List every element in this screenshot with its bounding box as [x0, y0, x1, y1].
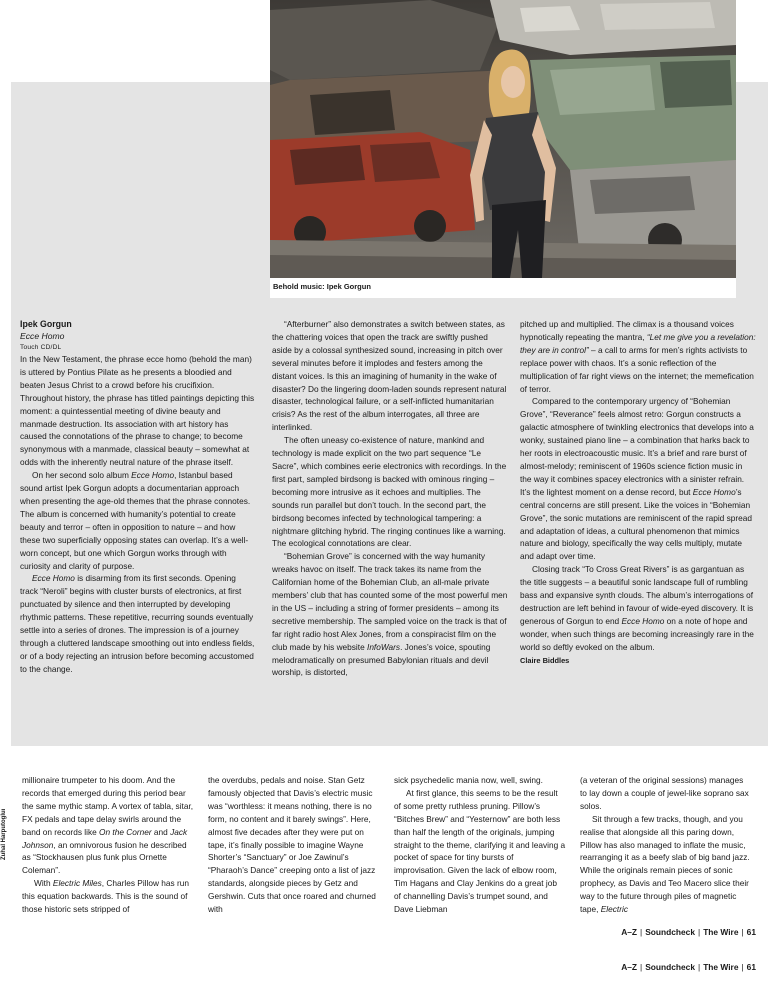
review-byline: Claire Biddles — [520, 655, 570, 665]
photo-credit: Zuhal Harputogluı — [1, 808, 7, 860]
review-column-1 — [20, 318, 256, 676]
paragraph: Compared to the contemporary urgency of “Bohemian Grove”, “Reverance” feels almost retro: Gorgun constructs a galactic atmosphere of twinkling electronics that develops into a wonky, sustained piano line – a combination that harks back to her roots in electroacoustic music. It’s a brief and rare burst of almost-melody; reminiscent of 1960s science fiction music in the way it combines spacey electronics with a sinister refrain. It’s the lightest moment on a dense record, but Ecce Homo’s central concerns are still present. Like the voices in “Bohemian Grove”, the sonic mutations are reminiscent of the rapid spread and adaptation of ideas, a cultural phenomenon that mimics nature and biology, specifically the way cells multiply, mutate and adapt over time. — [520, 396, 754, 562]
paragraph: In the New Testament, the phrase ecce homo (behold the man) is uttered by Pontius Pilate as he presents a bloodied and beaten Jesus Christ to a crowd before his crucifixion. Throughout history, the phrase has titled paintings depicting this moment: a quintessential meeting of divine beauty and manmade destruction. Its association with art history has caused the connotations of the phrase to change; to become synonymous with a manmade, classical beauty – somewhat at odds with the inherently neutral nature of the phrase itself. — [20, 354, 255, 468]
paragraph: At first glance, this seems to be the result of some pretty ruthless pruning. Pillow’s “Bitches Brew” and “Yesternow” are both less than half the length of the originals, jumping straight to the theme, clarifying it and leaving a pocket of space for tiny bursts of improvisation. Given the lack of elbow room, Tim Hagans and Clay Jenkins do a great job of channelling Davis’s trumpet sound, and Dave Liebman — [394, 787, 566, 915]
artist-photo — [270, 0, 736, 278]
paragraph: millionaire trumpeter to his doom. And the records that emerged during this period bear the same mythic stamp. A vortex of tabla, sitar, FX pedals and tape delay swirls around the band on records like On the Corner and Jack Johnson, an omnivorous fusion he described as “Stockhausen plus funk plus Ornette Coleman”. — [22, 775, 194, 876]
paragraph: The often uneasy co-existence of nature, mankind and technology is made explicit on the two part sequence “Le Sacre”, which combines eerie electronics with recordings. In the first part, sampled birdsong is backed with ominous ringing – becoming more intrusive as it echoes and multiplies. The sounds run parallel but don’t touch. In the second part, the birdsong becomes infected by technological tampering: a nightmare glitching hybrid. The ringing continues like a warning. The ecological connotations are clear. — [272, 435, 507, 549]
lower-column-3 — [394, 774, 566, 916]
paragraph: On her second solo album Ecce Homo, Istanbul based sound artist Ipek Gorgun adopts a documentarian approach when presenting the age-old themes that the phrase connotes. The album is concerned with humanity’s potential to create beauty and terror – often in opposition to nature – and how these two superficially opposing states can overlap. It’s a well-worn concept, but one which Gorgun works through with curiosity and clarity of purpose. — [20, 470, 251, 571]
folio-magazine: The Wire — [703, 962, 739, 972]
paragraph: Closing track “To Cross Great Rivers” is as gargantuan as the title suggests – a beautiful sonic landscape full of rumbling bass and expansive synth clouds. The album’s interrogations of destruction are left behind in favour of wide-eyed discovery. It is generous of Gorgun to end Ecce Homo on a note of hope and wonder, when such things are becoming increasingly rare in the world so deftly evoked on the album. — [520, 564, 754, 652]
paragraph: With Electric Miles, Charles Pillow has run this equation backwards. This is the sound of those historic sets stripped of — [22, 878, 189, 915]
folio-subsection: Soundcheck — [645, 927, 695, 937]
folio-separator: | — [640, 927, 643, 937]
paragraph: sick psychedelic mania now, well, swing. — [394, 775, 543, 785]
folio-subsection: Soundcheck — [645, 962, 695, 972]
paragraph: Sit through a few tracks, though, and you realise that alongside all this paring down, Pillow has also managed to inflate the music, rearranging it as a beefy slab of big band jazz. While the originals remain pieces of sonic prophecy, as Davis and Teo Macero slice their way to the future through piles of magnetic tape, Electric — [580, 813, 750, 915]
lower-column-4 — [580, 774, 752, 916]
lower-column-2 — [208, 774, 380, 916]
folio-separator: | — [698, 962, 701, 972]
folio-separator: | — [741, 962, 744, 972]
folio-page-number: 61 — [746, 927, 756, 937]
paragraph: “Afterburner” also demonstrates a switch between states, as the chattering voices that open the track are swiftly pushed aside by a colossal synthesized sound, increasing in pitch over several minutes before it implodes and festers among the distant voices. Is this an imagining of humanity in the wake of disaster? Do the lingering doom-laden sounds represent natural disaster, technological failure, or a self-inflicted humanitarian crisis? As the rest of the album interrogates, all three are interlinked. — [272, 319, 507, 433]
review-column-2 — [272, 318, 508, 679]
folio-section: A–Z — [621, 927, 638, 937]
folio-magazine: The Wire — [703, 927, 739, 937]
paragraph: the overdubs, pedals and noise. Stan Getz famously objected that Davis’s electric music was “worthless: it means nothing, there is no form, no content and it barely swings”. Here, almost five decades after they were put on tape, it’s finally possible to imagine Wayne Shorter’s “Sanctuary” or Joe Zawinul’s “Pharaoh’s Dance” creeping onto a list of jazz standards, alongside pieces by Getz and Gershwin. Cuts that once roared and churned with — [208, 775, 376, 915]
folio-separator: | — [698, 927, 701, 937]
review-label: Touch CD/DL — [20, 344, 62, 351]
folio-separator: | — [741, 927, 744, 937]
paragraph: pitched up and multiplied. The climax is a thousand voices hypnotically repeating the mantra, “Let me give you a revelation: they are in control” – a call to arms for men’s rights activists to replace power with chaos. It’s a sonic reflection of the multiplication of far right views on the internet; the memefication of terror. — [520, 319, 756, 394]
photo-caption: Behold music: Ipek Gorgun — [270, 278, 736, 298]
paragraph: “Bohemian Grove” is concerned with the way humanity wreaks havoc on itself. The track takes its name from the Californian home of the Bohemian Club, an all-male private members’ club that has counted some of the most powerful men in the US – including a string of former presidents – among its secretive membership. The sampled voice on the track is that of far right radio host Alex Jones, from a conspiracist film on the club made by his website InfoWars. Jones’s voice, spouting melodramatically on presumed Babylonian rituals and devil worship, is distorted, — [272, 551, 508, 678]
review-column-3 — [520, 318, 756, 667]
folio-section: A–Z — [621, 962, 638, 972]
folio-page-number: 61 — [746, 962, 756, 972]
paragraph: (a veteran of the original sessions) manages to lay down a couple of jewel-like soprano sax solos. — [580, 775, 749, 811]
review-artist: Ipek Gorgun — [20, 319, 72, 329]
page-folio — [621, 927, 756, 937]
review-album: Ecce Homo — [20, 331, 65, 341]
folio-separator: | — [640, 962, 643, 972]
paragraph: Ecce Homo is disarming from its first seconds. Opening track “Neroli” begins with cluster bursts of electronics, at first punctuated by silence and then interrupted by developing rhythmic patterns. These repetitive, recurring sounds eventually settle into a series of drones. The impression is of a journey through a cluttered landscape smoothing out into endless fields, or of a body rejecting an intrusion before becoming accustomed to the change. — [20, 573, 255, 674]
page-folio-duplicate — [621, 962, 756, 972]
lower-column-1 — [22, 774, 194, 916]
